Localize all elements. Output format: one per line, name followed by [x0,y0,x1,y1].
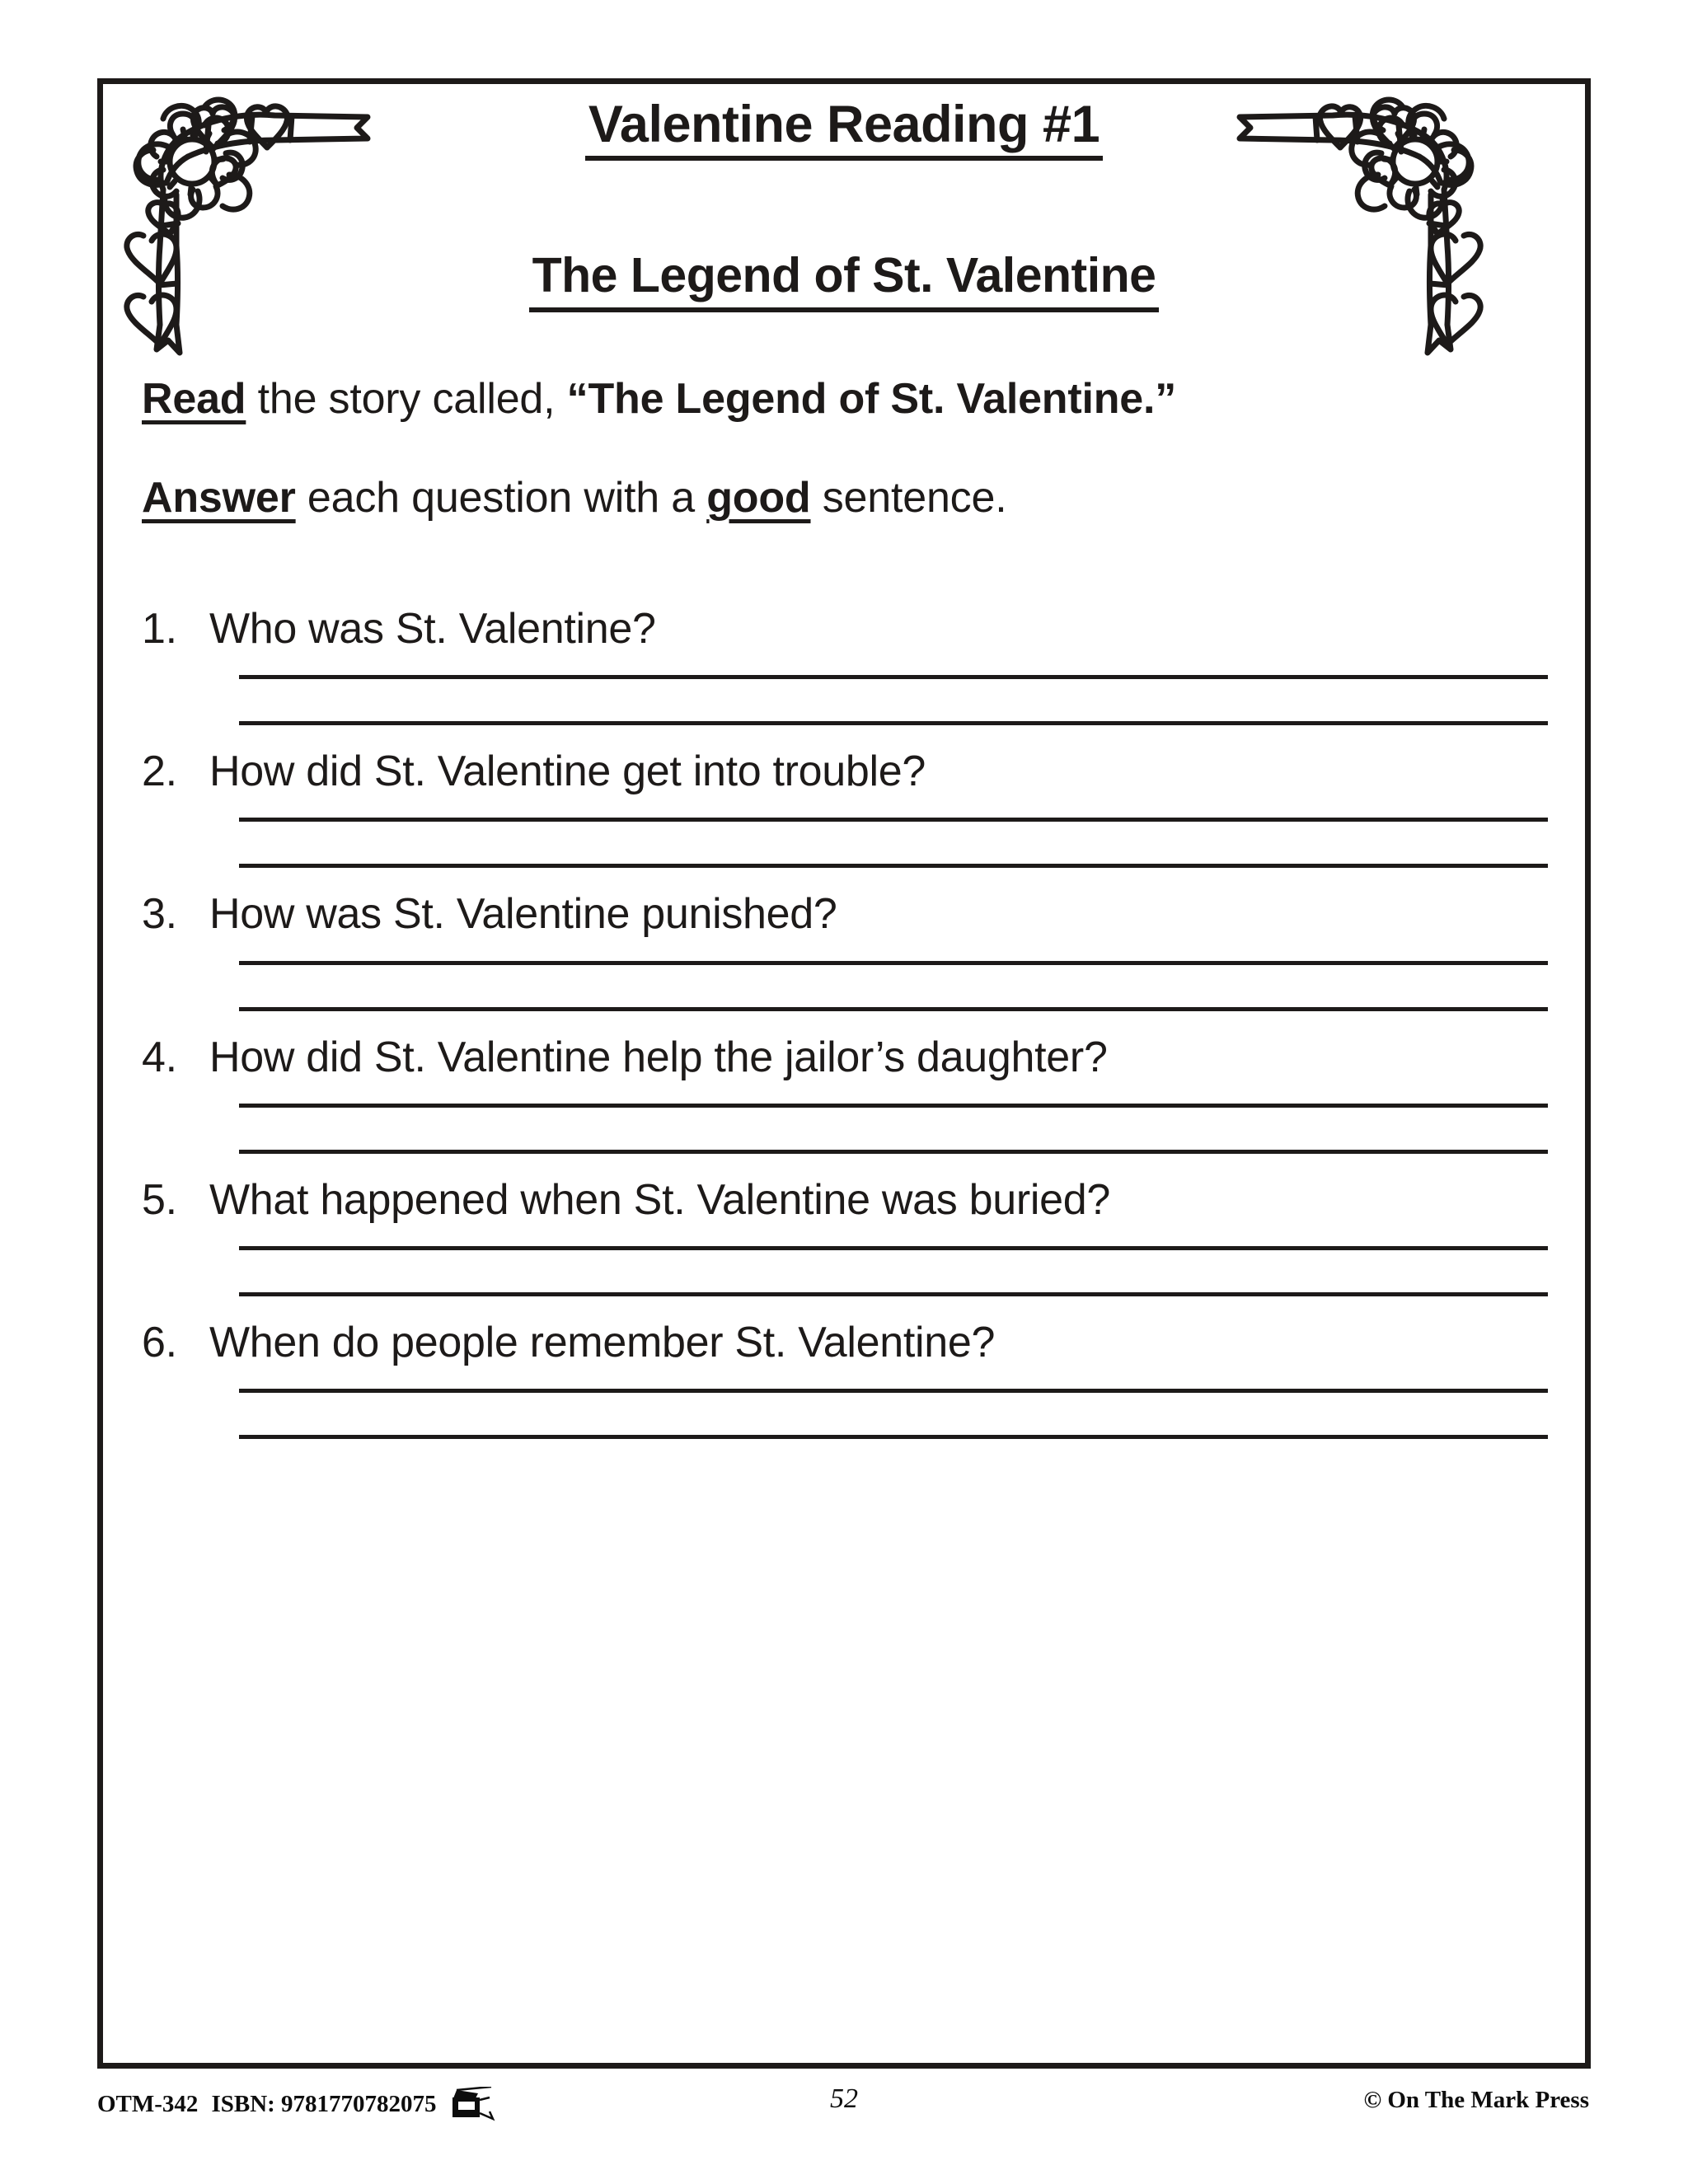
answer-lines [239,675,1548,725]
answer-lines [239,1104,1548,1154]
answer-line[interactable] [239,1104,1548,1108]
footer-isbn: ISBN: 9781770782075 [211,2090,437,2117]
question-text: How did St. Valentine get into trouble? [209,748,926,796]
page-footer [97,2083,1591,2141]
answer-line[interactable] [239,864,1548,868]
instruction-answer-tail: sentence. [810,474,1007,523]
footer-page-number: 52 [830,2083,858,2114]
answer-lines [239,818,1548,868]
instruction-read-middle: the story called, [246,375,567,423]
questions-list [142,606,1551,1462]
instruction-read-story-title: “The Legend of St. Valentine.” [566,375,1177,423]
question-text: Who was St. Valentine? [209,605,656,653]
question-number: 1. [142,605,177,653]
answer-line[interactable] [239,1435,1548,1439]
answer-line[interactable] [239,1292,1548,1296]
question-block [142,606,1551,725]
question-row [142,1034,1551,1081]
footer-copyright: © On The Mark Press [1363,2087,1589,2113]
question-number: 2. [142,748,177,796]
answer-line[interactable] [239,1007,1548,1011]
question-text: How did St. Valentine help the jailor’s daughter? [209,1033,1108,1081]
instruction-answer-middle: each question with a [295,474,707,523]
question-text: What happened when St. Valentine was buried? [209,1175,1111,1224]
answer-line[interactable] [239,818,1548,822]
question-row [142,606,1551,653]
answer-line[interactable] [239,1246,1548,1250]
question-row [142,1319,1551,1366]
question-block [142,1177,1551,1296]
page-subtitle [107,247,1581,312]
instruction-answer [142,474,1543,522]
question-block [142,748,1551,868]
question-block [142,891,1551,1010]
answer-line[interactable] [239,1389,1548,1393]
instruction-read-keyword: Read [142,375,246,423]
page-title-text: Valentine Reading #1 [585,97,1103,161]
answer-line[interactable] [239,721,1548,725]
answer-lines [239,961,1548,1011]
instruction-answer-keyword: Answer [142,474,296,523]
answer-line[interactable] [239,675,1548,679]
instructions-block [142,375,1543,522]
question-number: 5. [142,1175,177,1224]
question-block [142,1034,1551,1154]
instruction-answer-emphasis: good [706,474,811,523]
answer-line[interactable] [239,961,1548,965]
instruction-read [142,375,1543,423]
page-title [107,97,1581,161]
footer-product-code: OTM-342 [97,2090,199,2117]
answer-lines [239,1246,1548,1296]
question-block [142,1319,1551,1439]
question-row [142,748,1551,795]
question-number: 6. [142,1318,177,1366]
page-subtitle-text: The Legend of St. Valentine [529,247,1160,312]
question-text: When do people remember St. Valentine? [209,1318,996,1366]
question-number: 3. [142,890,177,939]
question-row [142,1177,1551,1224]
question-row [142,891,1551,938]
question-text: How was St. Valentine punished? [209,890,837,939]
answer-lines [239,1389,1548,1439]
answer-line[interactable] [239,1150,1548,1154]
question-number: 4. [142,1033,177,1081]
